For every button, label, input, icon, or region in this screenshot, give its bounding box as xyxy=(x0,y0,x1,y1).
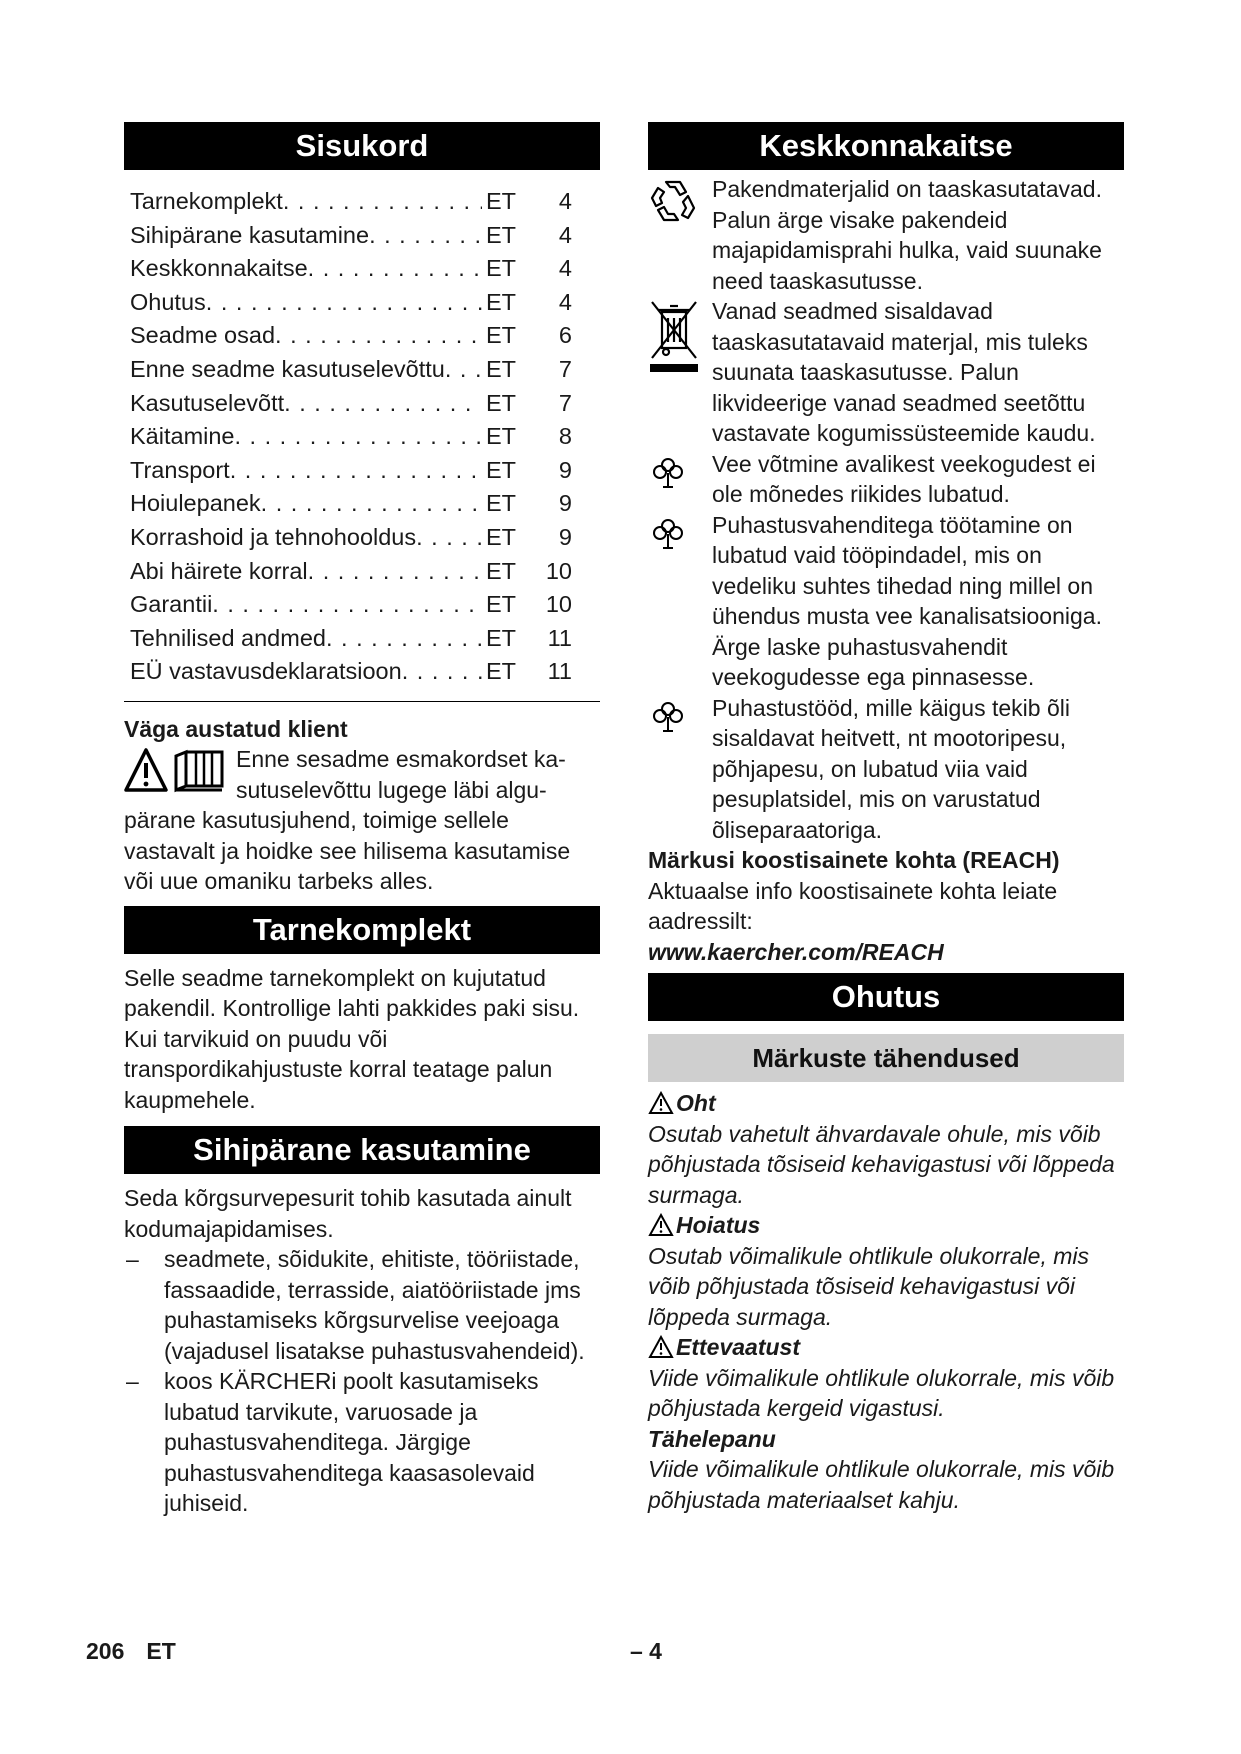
recycle-icon xyxy=(648,176,698,226)
toc-entry[interactable]: EÜ vastavusdeklaratsioon . . . ET 11 xyxy=(130,655,572,689)
customer-text: pärane kasutusjuhend, toimige sellele vastavalt ja hoidke see hilisema kasutamise või uue omaniku tarbeks alles. xyxy=(124,807,571,895)
customer-heading: Väga austatud klient xyxy=(124,715,348,742)
toc-entry[interactable]: Enne seadme kasutuselevõttu . . . ET 7 xyxy=(130,353,572,387)
toc-entry[interactable]: Abi häirete korral . . . ET 10 xyxy=(130,555,572,589)
safety-heading: Ohutus xyxy=(648,973,1124,1021)
warning-level-caution: Ettevaatust Viide võimalikule ohtlikule olukorrale, mis võib põhjustada kergeid vigastusi. xyxy=(648,1334,1115,1421)
table-of-contents xyxy=(124,185,600,689)
toc-entry[interactable]: Hoiulepanek . . . ET 9 xyxy=(130,487,572,521)
footer-page-number: 206 ET xyxy=(86,1638,176,1664)
list-item: Puhastustööd, mille käigus tekib õli sisaldavat heitvett, nt mootoripesu, põhjapesu, on lubatud viia vaid pesuplatsidel, mis on varustatud õliseparaatoriga. xyxy=(648,693,1124,846)
list-item: – koos KÄRCHERi poolt kasutamiseks lubatud tarvikute, varuosade ja puhastusvahenditega. Järgige puhastusvahenditega kaasasolevaid juhiseid. xyxy=(126,1368,539,1517)
warning-level-warning: Hoiatus Osutab võimalikule ohtlikule olukorrale, mis võib põhjustada tõsiseid kehavigastusi või lõppeda surmaga. xyxy=(648,1212,1090,1330)
environment-tree-icon xyxy=(648,695,688,735)
warning-triangle-icon xyxy=(648,1091,674,1115)
toc-entry[interactable]: Sihipärane kasutamine . . . ET 4 xyxy=(130,219,572,253)
reach-heading: Märkusi koostisainete kohta (REACH) xyxy=(648,847,1060,873)
intended-use-intro: Seda kõrgsurvepesurit tohib kasutada ainult kodumajapidamises. xyxy=(124,1185,572,1242)
toc-entry[interactable]: Transport . . . ET 9 xyxy=(130,454,572,488)
warning-read-manual-icon xyxy=(124,746,230,796)
toc-entry[interactable]: Garantii . . . ET 10 xyxy=(130,588,572,622)
toc-entry[interactable]: Tarnekomplekt . . . ET 4 xyxy=(130,185,572,219)
list-item: Pakendmaterjalid on taaskasutatavad. Palun ärge visake pakendeid majapidamisprahi hulka, vaid suunake need taaskasutusse. xyxy=(648,174,1124,296)
warning-triangle-icon xyxy=(648,1213,674,1237)
list-item: Vee võtmine avalikest veekogudest ei ole mõnedes riikides lubatud. xyxy=(648,449,1124,510)
toc-entry[interactable]: Ohutus . . . ET 4 xyxy=(130,286,572,320)
toc-entry[interactable]: Käitamine . . . ET 8 xyxy=(130,420,572,454)
toc-heading: Sisukord xyxy=(124,122,600,170)
toc-entry[interactable]: Seadme osad . . . ET 6 xyxy=(130,319,572,353)
right-column xyxy=(648,122,1124,1515)
delivery-heading: Tarnekomplekt xyxy=(124,906,600,954)
delivery-text: Selle seadme tarnekomplekt on kujutatud pakendil. Kontrollige lahti pakkides paki sisu. xyxy=(124,964,580,1022)
safety-subheading: Märkuste tähendused xyxy=(648,1034,1124,1082)
list-item: – seadmete, sõidukite, ehitiste, tööriistade, fassaadide, terrasside, aiatööriistade jms puhastamiseks kõrgsurvelise veejoaga (vajadusel lisatakse puhastusvahendeid). xyxy=(126,1246,585,1364)
environment-tree-icon xyxy=(648,451,688,491)
toc-entry[interactable]: Keskkonnakaitse . . . ET 4 xyxy=(130,252,572,286)
reach-text: Aktuaalse info koostisainete kohta leiate aadressilt: xyxy=(648,877,1058,934)
footer-section-page: – 4 xyxy=(630,1638,662,1664)
list-item: Vanad seadmed sisaldavad taaskasutatavaid materjal, mis tuleks suunata taaskasutusse. Palun likvideerige vanad seadmed seetõttu vastavate kogumissüsteemide kaudu. xyxy=(648,296,1124,449)
toc-divider xyxy=(124,701,600,702)
warning-triangle-icon xyxy=(648,1335,674,1359)
crossed-bin-icon xyxy=(648,298,702,378)
intended-use-heading: Sihipärane kasutamine xyxy=(124,1126,600,1174)
toc-entry[interactable]: Korrashoid ja tehnohooldus . . . ET 9 xyxy=(130,521,572,555)
toc-entry[interactable]: Tehnilised andmed . . . ET 11 xyxy=(130,622,572,656)
environment-heading: Keskkonnakaitse xyxy=(648,122,1124,170)
reach-link[interactable]: www.kaercher.com/REACH xyxy=(648,938,944,965)
toc-entry[interactable]: Kasutuselevõtt . . . ET 7 xyxy=(130,387,572,421)
warning-level-danger: Oht Osutab vahetult ähvardavale ohule, mis võib põhjustada tõsiseid kehavigastusi või lõppeda surmaga. xyxy=(648,1090,1115,1208)
left-column xyxy=(124,122,600,1519)
delivery-missing-text: Kui tarvikuid on puudu või transpordikahjustuste korral teatage palun kaupmehele. xyxy=(124,1025,553,1113)
environment-tree-icon xyxy=(648,512,688,552)
list-item: Puhastusvahenditega töötamine on lubatud vaid tööpindadel, mis on vedeliku suhtes tihedad ning millel on ühendus musta vee kanalisatsiooniga. Ärge laske puhastusvahendit veekogudesse ega pinnasesse. xyxy=(648,510,1124,693)
warning-level-notice: Tähelepanu Viide võimalikule ohtlikule olukorrale, mis võib põhjustada materiaalset kahju. xyxy=(648,1425,1115,1513)
customer-note: Enne sesadme esmakordset ka- sutuselevõttu lugege läbi algu- xyxy=(124,744,600,805)
